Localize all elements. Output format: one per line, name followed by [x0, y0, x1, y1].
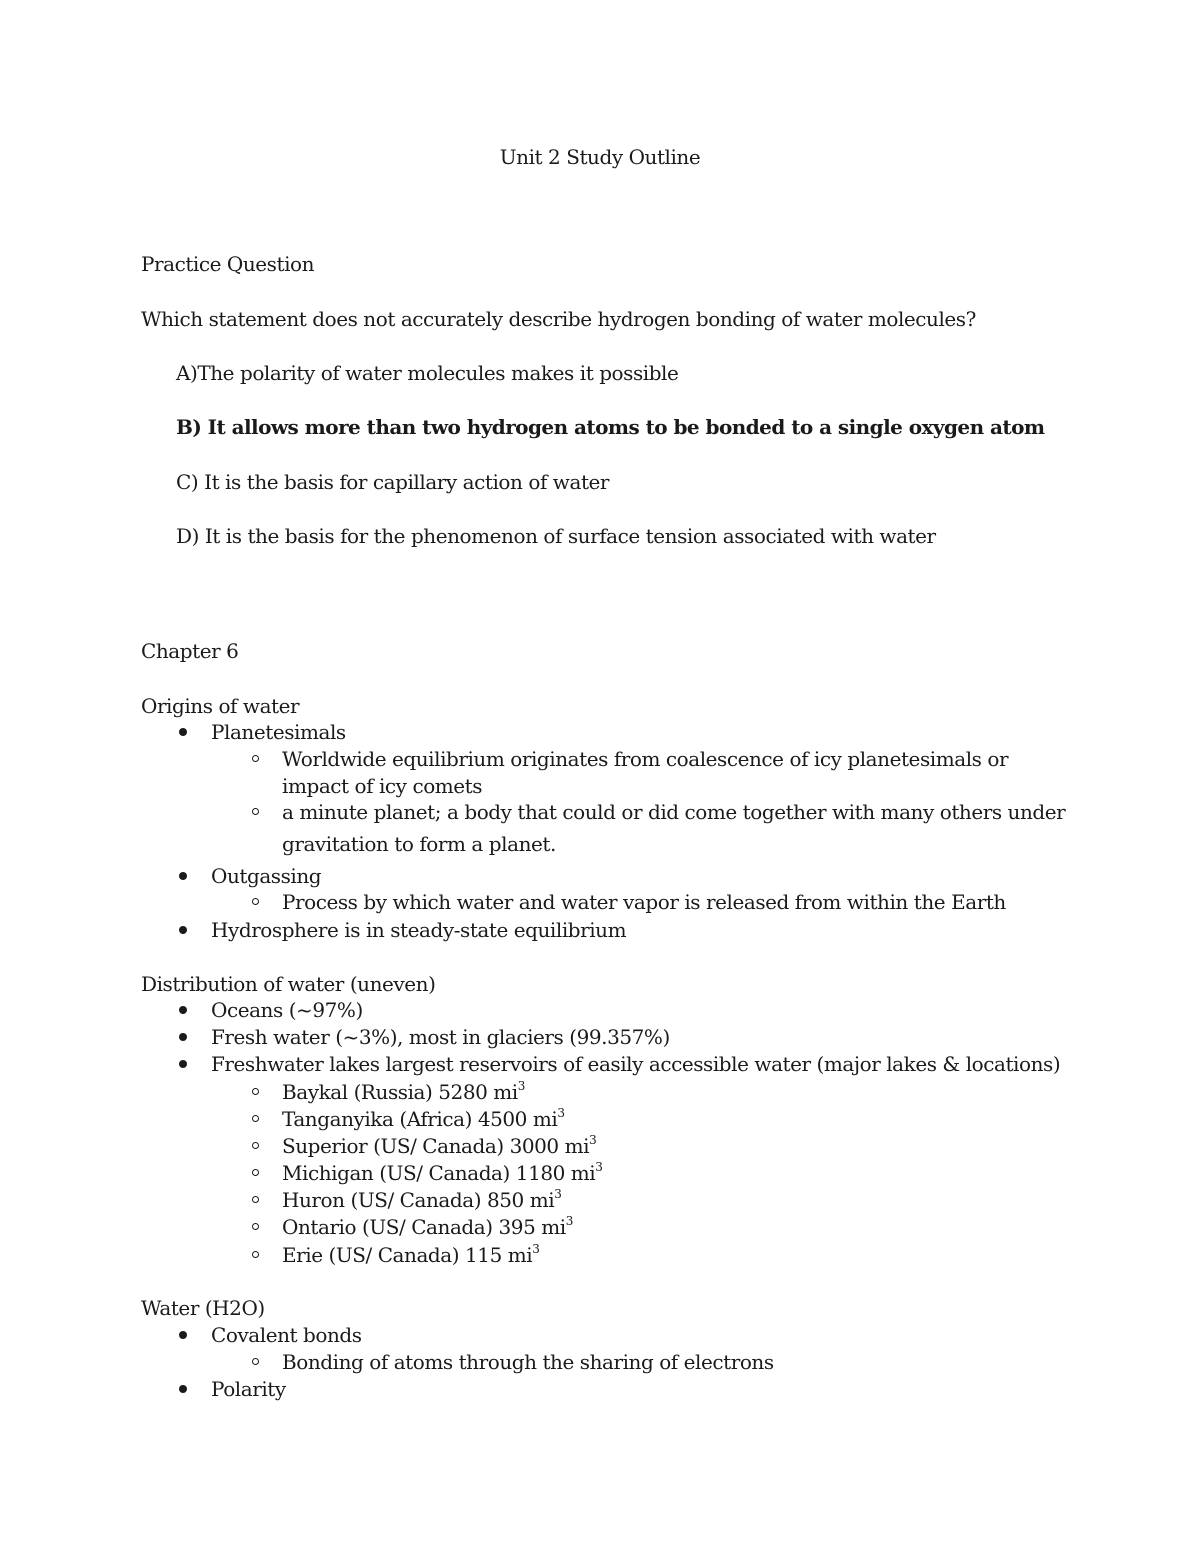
bullet-icon [179, 1331, 187, 1339]
lake-item: Michigan (US/ Canada) 1180 $mi^3$ [282, 1160, 603, 1185]
bullet-icon [179, 1006, 187, 1014]
bullet-icon [179, 1385, 187, 1393]
bullet-icon [179, 926, 187, 934]
bullet-icon [179, 1060, 187, 1068]
option-a: A)The polarity of water molecules makes it possible [176, 361, 679, 385]
option-b-answer: B) It allows more than two hydrogen atoms to be bonded to a single oxygen atom [176, 415, 1045, 439]
circle-bullet-icon [252, 1115, 259, 1122]
list-item: Worldwide equilibrium originates from coalescence of icy planetesimals or [282, 747, 1009, 771]
list-item: Fresh water (~3%), most in glaciers (99.357%) [211, 1025, 670, 1049]
origins-heading: Origins of water [141, 694, 300, 718]
circle-bullet-icon [252, 808, 259, 815]
list-item: Oceans (~97%) [211, 998, 363, 1022]
list-item-continuation: gravitation to form a planet. [282, 832, 556, 856]
distribution-heading: Distribution of water (uneven) [141, 972, 436, 996]
list-item: a minute planet; a body that could or did come together with many others under [282, 800, 1066, 824]
circle-bullet-icon [252, 1169, 259, 1176]
lake-item: Tanganyika (Africa) 4500 $mi^3$ [282, 1106, 565, 1131]
list-item: Process by which water and water vapor is released from within the Earth [282, 890, 1006, 914]
chapter-heading: Chapter 6 [141, 639, 239, 663]
circle-bullet-icon [252, 898, 259, 905]
bullet-icon [179, 1033, 187, 1041]
list-item: Hydrosphere is in steady-state equilibrium [211, 918, 627, 942]
circle-bullet-icon [252, 1251, 259, 1258]
option-d: D) It is the basis for the phenomenon of surface tension associated with water [176, 524, 936, 548]
list-item: Freshwater lakes largest reservoirs of easily accessible water (major lakes & locations) [211, 1052, 1061, 1076]
page-title: Unit 2 Study Outline [499, 145, 701, 169]
list-item: Bonding of atoms through the sharing of electrons [282, 1350, 774, 1374]
lake-item: Baykal (Russia) 5280 $mi^3$ [282, 1079, 525, 1104]
circle-bullet-icon [252, 1223, 259, 1230]
practice-question: Which statement does not accurately describe hydrogen bonding of water molecules? [141, 307, 976, 331]
circle-bullet-icon [252, 1196, 259, 1203]
circle-bullet-icon [252, 1142, 259, 1149]
bullet-icon [179, 728, 187, 736]
water-heading: Water (H2O) [141, 1296, 265, 1320]
practice-heading: Practice Question [141, 252, 315, 276]
lake-item: Superior (US/ Canada) 3000 $mi^3$ [282, 1133, 597, 1158]
lake-item: Erie (US/ Canada) 115 $mi^3$ [282, 1242, 540, 1267]
option-c: C) It is the basis for capillary action of water [176, 470, 610, 494]
circle-bullet-icon [252, 1358, 259, 1365]
list-item: Covalent bonds [211, 1323, 362, 1347]
lake-item: Ontario (US/ Canada) 395 $mi^3$ [282, 1214, 573, 1239]
circle-bullet-icon [252, 755, 259, 762]
list-item: Planetesimals [211, 720, 346, 744]
list-item-continuation: impact of icy comets [282, 774, 483, 798]
bullet-icon [179, 872, 187, 880]
list-item: Polarity [211, 1377, 286, 1401]
lake-item: Huron (US/ Canada) 850 $mi^3$ [282, 1187, 562, 1212]
circle-bullet-icon [252, 1088, 259, 1095]
list-item: Outgassing [211, 864, 322, 888]
